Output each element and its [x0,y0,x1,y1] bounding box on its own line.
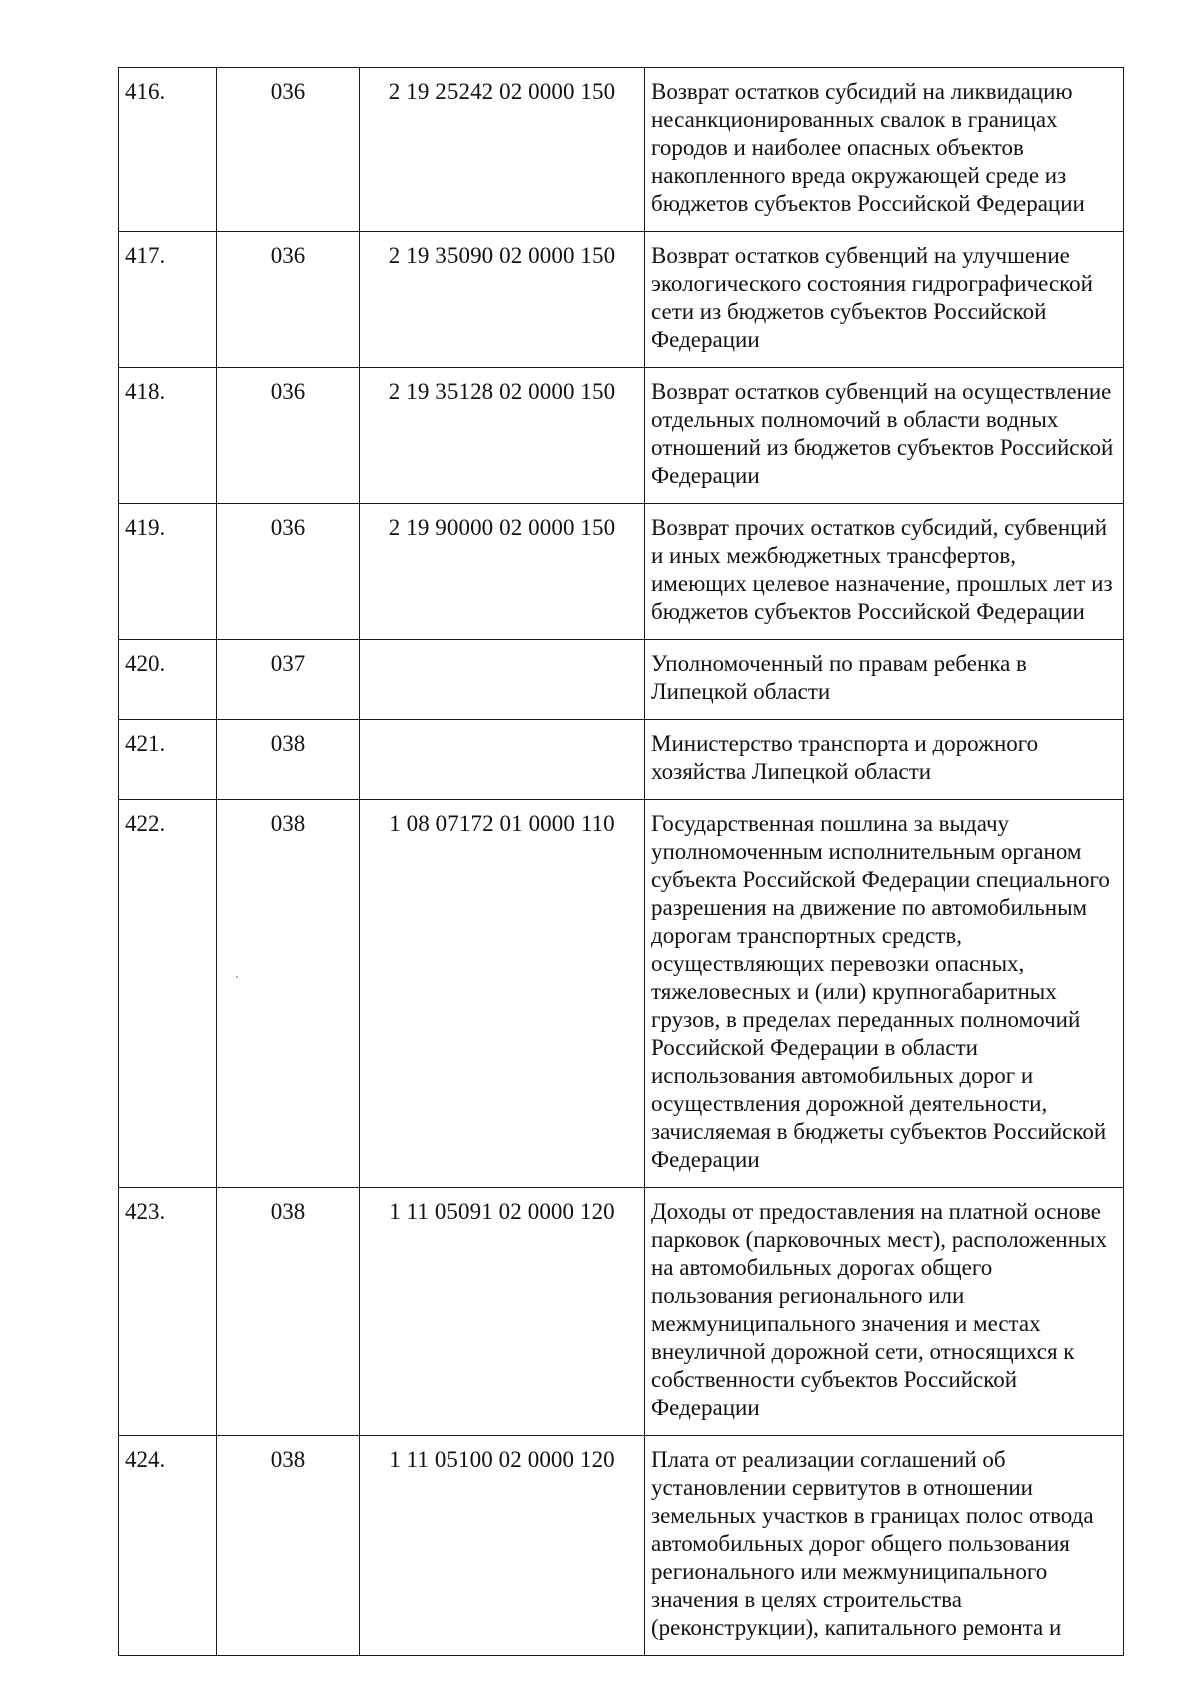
row-number: 416. [119,68,217,232]
row-number: 418. [119,368,217,504]
description: Возврат остатков субвенций на осуществление отдельных полномочий в области водных отношений из бюджетов субъектов Российской Федерации [645,368,1124,504]
revenue-code: 2 19 35090 02 0000 150 [360,232,645,368]
table-row [119,68,1124,232]
table-body [119,68,1124,1656]
revenue-code [360,640,645,720]
description: Уполномоченный по правам ребенка в Липецкой области [645,640,1124,720]
admin-code: 038 [217,1436,360,1656]
revenue-code: 2 19 25242 02 0000 150 [360,68,645,232]
admin-code: 036 [217,368,360,504]
table-row [119,1436,1124,1656]
row-number: 420. [119,640,217,720]
table-row [119,368,1124,504]
description: Государственная пошлина за выдачу уполномоченным исполнительным органом субъекта Российской Федерации специального разрешения на движение по автомобильным дорогам транспортных средств, осуществляющих перевозки опасных, тяжеловесных и (или) крупногабаритных грузов, в пределах переданных полномочий Российской Федерации в области использования автомобильных дорог и осуществления дорожной деятельности, зачисляемая в бюджеты субъектов Российской Федерации [645,800,1124,1188]
description: Возврат остатков субсидий на ликвидацию несанкционированных свалок в границах городов и наиболее опасных объектов накопленного вреда окружающей среде из бюджетов субъектов Российской Федерации [645,68,1124,232]
description: Возврат прочих остатков субсидий, субвенций и иных межбюджетных трансфертов, имеющих целевое назначение, прошлых лет из бюджетов субъектов Российской Федерации [645,504,1124,640]
revenue-codes-table [118,67,1124,1656]
scan-speck [236,976,238,978]
description: Доходы от предоставления на платной основе парковок (парковочных мест), расположенных на автомобильных дорогах общего пользования регионального или межмуниципального значения и местах внеуличной дорожной сети, относящихся к собственности субъектов Российской Федерации [645,1188,1124,1436]
revenue-code: 2 19 35128 02 0000 150 [360,368,645,504]
revenue-code: 1 08 07172 01 0000 110 [360,800,645,1188]
description: Возврат остатков субвенций на улучшение экологического состояния гидрографической сети из бюджетов субъектов Российской Федерации [645,232,1124,368]
row-number: 424. [119,1436,217,1656]
admin-code: 036 [217,504,360,640]
revenue-code [360,720,645,800]
row-number: 417. [119,232,217,368]
row-number: 422. [119,800,217,1188]
table-row [119,504,1124,640]
row-number: 421. [119,720,217,800]
description: Плата от реализации соглашений об установлении сервитутов в отношении земельных участков в границах полос отвода автомобильных дорог общего пользования регионального или межмуниципального значения в целях строительства (реконструкции), капитального ремонта и [645,1436,1124,1656]
table-row [119,640,1124,720]
row-number: 419. [119,504,217,640]
table-row [119,800,1124,1188]
description: Министерство транспорта и дорожного хозяйства Липецкой области [645,720,1124,800]
admin-code: 037 [217,640,360,720]
table-row [119,232,1124,368]
table-row [119,1188,1124,1436]
admin-code: 038 [217,1188,360,1436]
revenue-code: 1 11 05100 02 0000 120 [360,1436,645,1656]
admin-code: 038 [217,720,360,800]
admin-code: 036 [217,68,360,232]
row-number: 423. [119,1188,217,1436]
admin-code: 038 [217,800,360,1188]
revenue-code: 2 19 90000 02 0000 150 [360,504,645,640]
revenue-code: 1 11 05091 02 0000 120 [360,1188,645,1436]
admin-code: 036 [217,232,360,368]
table-row [119,720,1124,800]
